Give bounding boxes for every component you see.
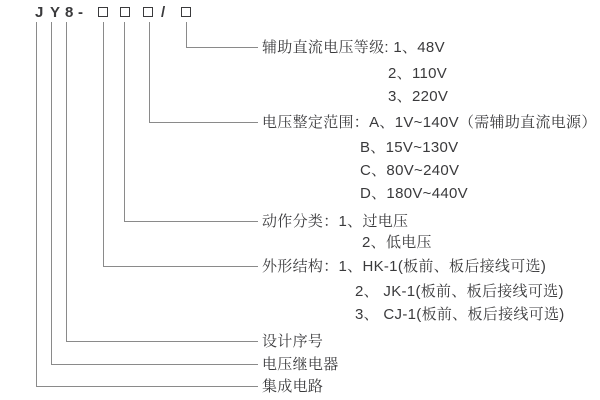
label-voltage-range: 电压整定范围：A、1V~140V（需辅助直流电源） (262, 114, 597, 131)
label-voltage-relay: 电压继电器 (262, 356, 339, 373)
option-structure-jk1: 2、 JK-1(板前、板后接线可选) (355, 283, 564, 300)
model-char-slash: / (161, 4, 166, 21)
label-action-category: 动作分类：1、过电压 (262, 213, 409, 230)
label-design-serial: 设计序号 (262, 333, 324, 350)
option-aux-dc-110v: 2、110V (388, 65, 448, 82)
model-char-dash: - (78, 4, 83, 21)
option-aux-dc-220v: 3、220V (388, 88, 449, 105)
placeholder-box-1 (98, 7, 108, 17)
placeholder-box-2 (120, 7, 130, 17)
connector-integrated-circuit (36, 22, 258, 387)
label-aux-dc-voltage: 辅助直流电压等级: 1、48V (262, 39, 445, 56)
option-range-b: B、15V~130V (360, 139, 459, 156)
option-undervoltage: 2、低电压 (362, 234, 432, 251)
placeholder-box-3 (143, 7, 153, 17)
option-range-d: D、180V~440V (360, 185, 468, 202)
model-char-j: J (35, 4, 44, 21)
model-char-8: 8 (65, 4, 74, 21)
option-structure-cj1: 3、 CJ-1(板前、板后接线可选) (355, 306, 565, 323)
model-char-y: Y (50, 4, 61, 21)
label-outline-structure: 外形结构：1、HK-1(板前、板后接线可选) (262, 258, 547, 275)
option-range-c: C、80V~240V (360, 162, 460, 179)
label-integrated-circuit: 集成电路 (262, 378, 324, 395)
placeholder-box-4 (181, 7, 191, 17)
